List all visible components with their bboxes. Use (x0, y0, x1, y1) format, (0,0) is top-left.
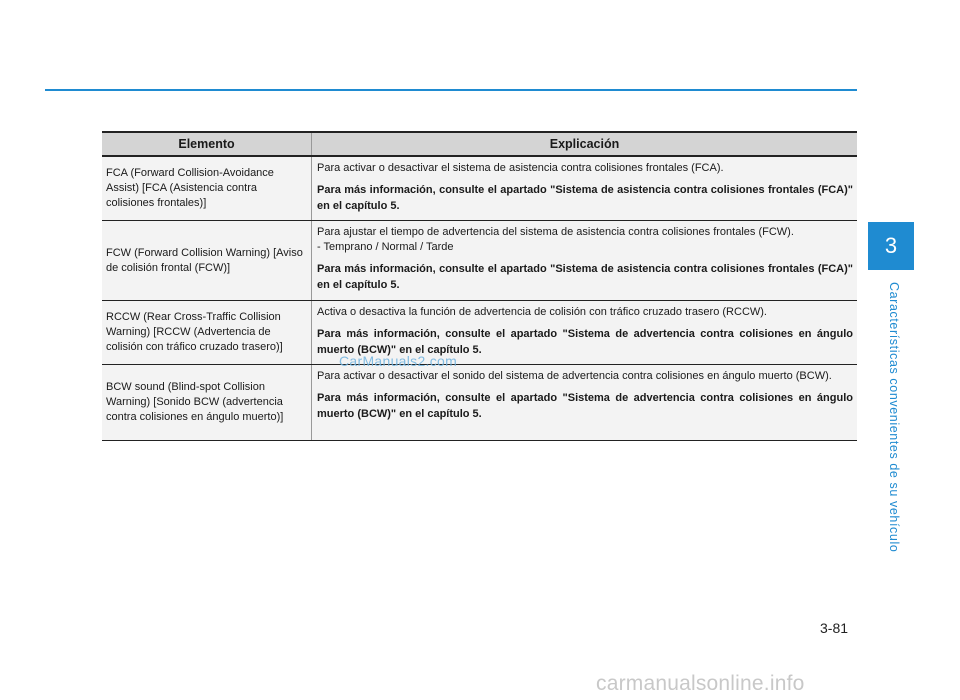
top-rule (45, 89, 857, 91)
explanation-cell (312, 156, 858, 221)
header-explanation: Explicación (312, 132, 858, 156)
page-number: 3-81 (820, 620, 849, 636)
element-cell: BCW sound (Blind-spot Collision Warning) [Sonido BCW (advertencia contra colisiones en ángulo muerto)] (102, 365, 312, 441)
table-row (102, 301, 857, 365)
explanation-options: - Temprano / Normal / Tarde (317, 241, 454, 253)
table-row (102, 156, 857, 221)
settings-table (102, 131, 857, 441)
explanation-text: Para ajustar el tiempo de advertencia del sistema de asistencia contra colisiones frontales (FCW). (317, 226, 794, 238)
chapter-number-tab: 3 (868, 222, 914, 270)
explanation-text: Para activar o desactivar el sistema de asistencia contra colisiones frontales (FCA). (317, 162, 724, 174)
element-cell: FCA (Forward Collision-Avoidance Assist) [FCA (Asistencia contra colisiones frontales)] (102, 156, 312, 221)
reference-note: Para más información, consulte el apartado "Sistema de advertencia contra colisiones en ángulo muerto (BCW)" en el capítulo 5. (317, 392, 853, 420)
chapter-title: Características convenientes de su vehículo (887, 282, 901, 553)
table-row (102, 221, 857, 301)
explanation-cell (312, 221, 858, 301)
explanation-text: Activa o desactiva la función de advertencia de colisión con tráfico cruzado trasero (RCCW). (317, 306, 767, 318)
watermark-text: CarManuals2.com (339, 353, 458, 369)
table-header-row (102, 132, 857, 156)
footer-site-link[interactable]: carmanualsonline.info (596, 672, 805, 695)
element-cell: RCCW (Rear Cross-Traffic Collision Warning) [RCCW (Advertencia de colisión con tráfico cruzado trasero)] (102, 301, 312, 365)
reference-note: Para más información, consulte el apartado "Sistema de asistencia contra colisiones frontales (FCA)" en el capítulo 5. (317, 184, 853, 212)
element-cell: FCW (Forward Collision Warning) [Aviso de colisión frontal (FCW)] (102, 221, 312, 301)
explanation-cell (312, 365, 858, 441)
explanation-text: Para activar o desactivar el sonido del sistema de advertencia contra colisiones en ángulo muerto (BCW). (317, 370, 832, 382)
reference-note: Para más información, consulte el apartado "Sistema de asistencia contra colisiones frontales (FCA)" en el capítulo 5. (317, 263, 853, 291)
reference-note: Para más información, consulte el apartado "Sistema de advertencia contra colisiones en ángulo muerto (BCW)" en el capítulo 5. (317, 328, 853, 356)
header-element: Elemento (102, 132, 312, 156)
table-row (102, 365, 857, 441)
